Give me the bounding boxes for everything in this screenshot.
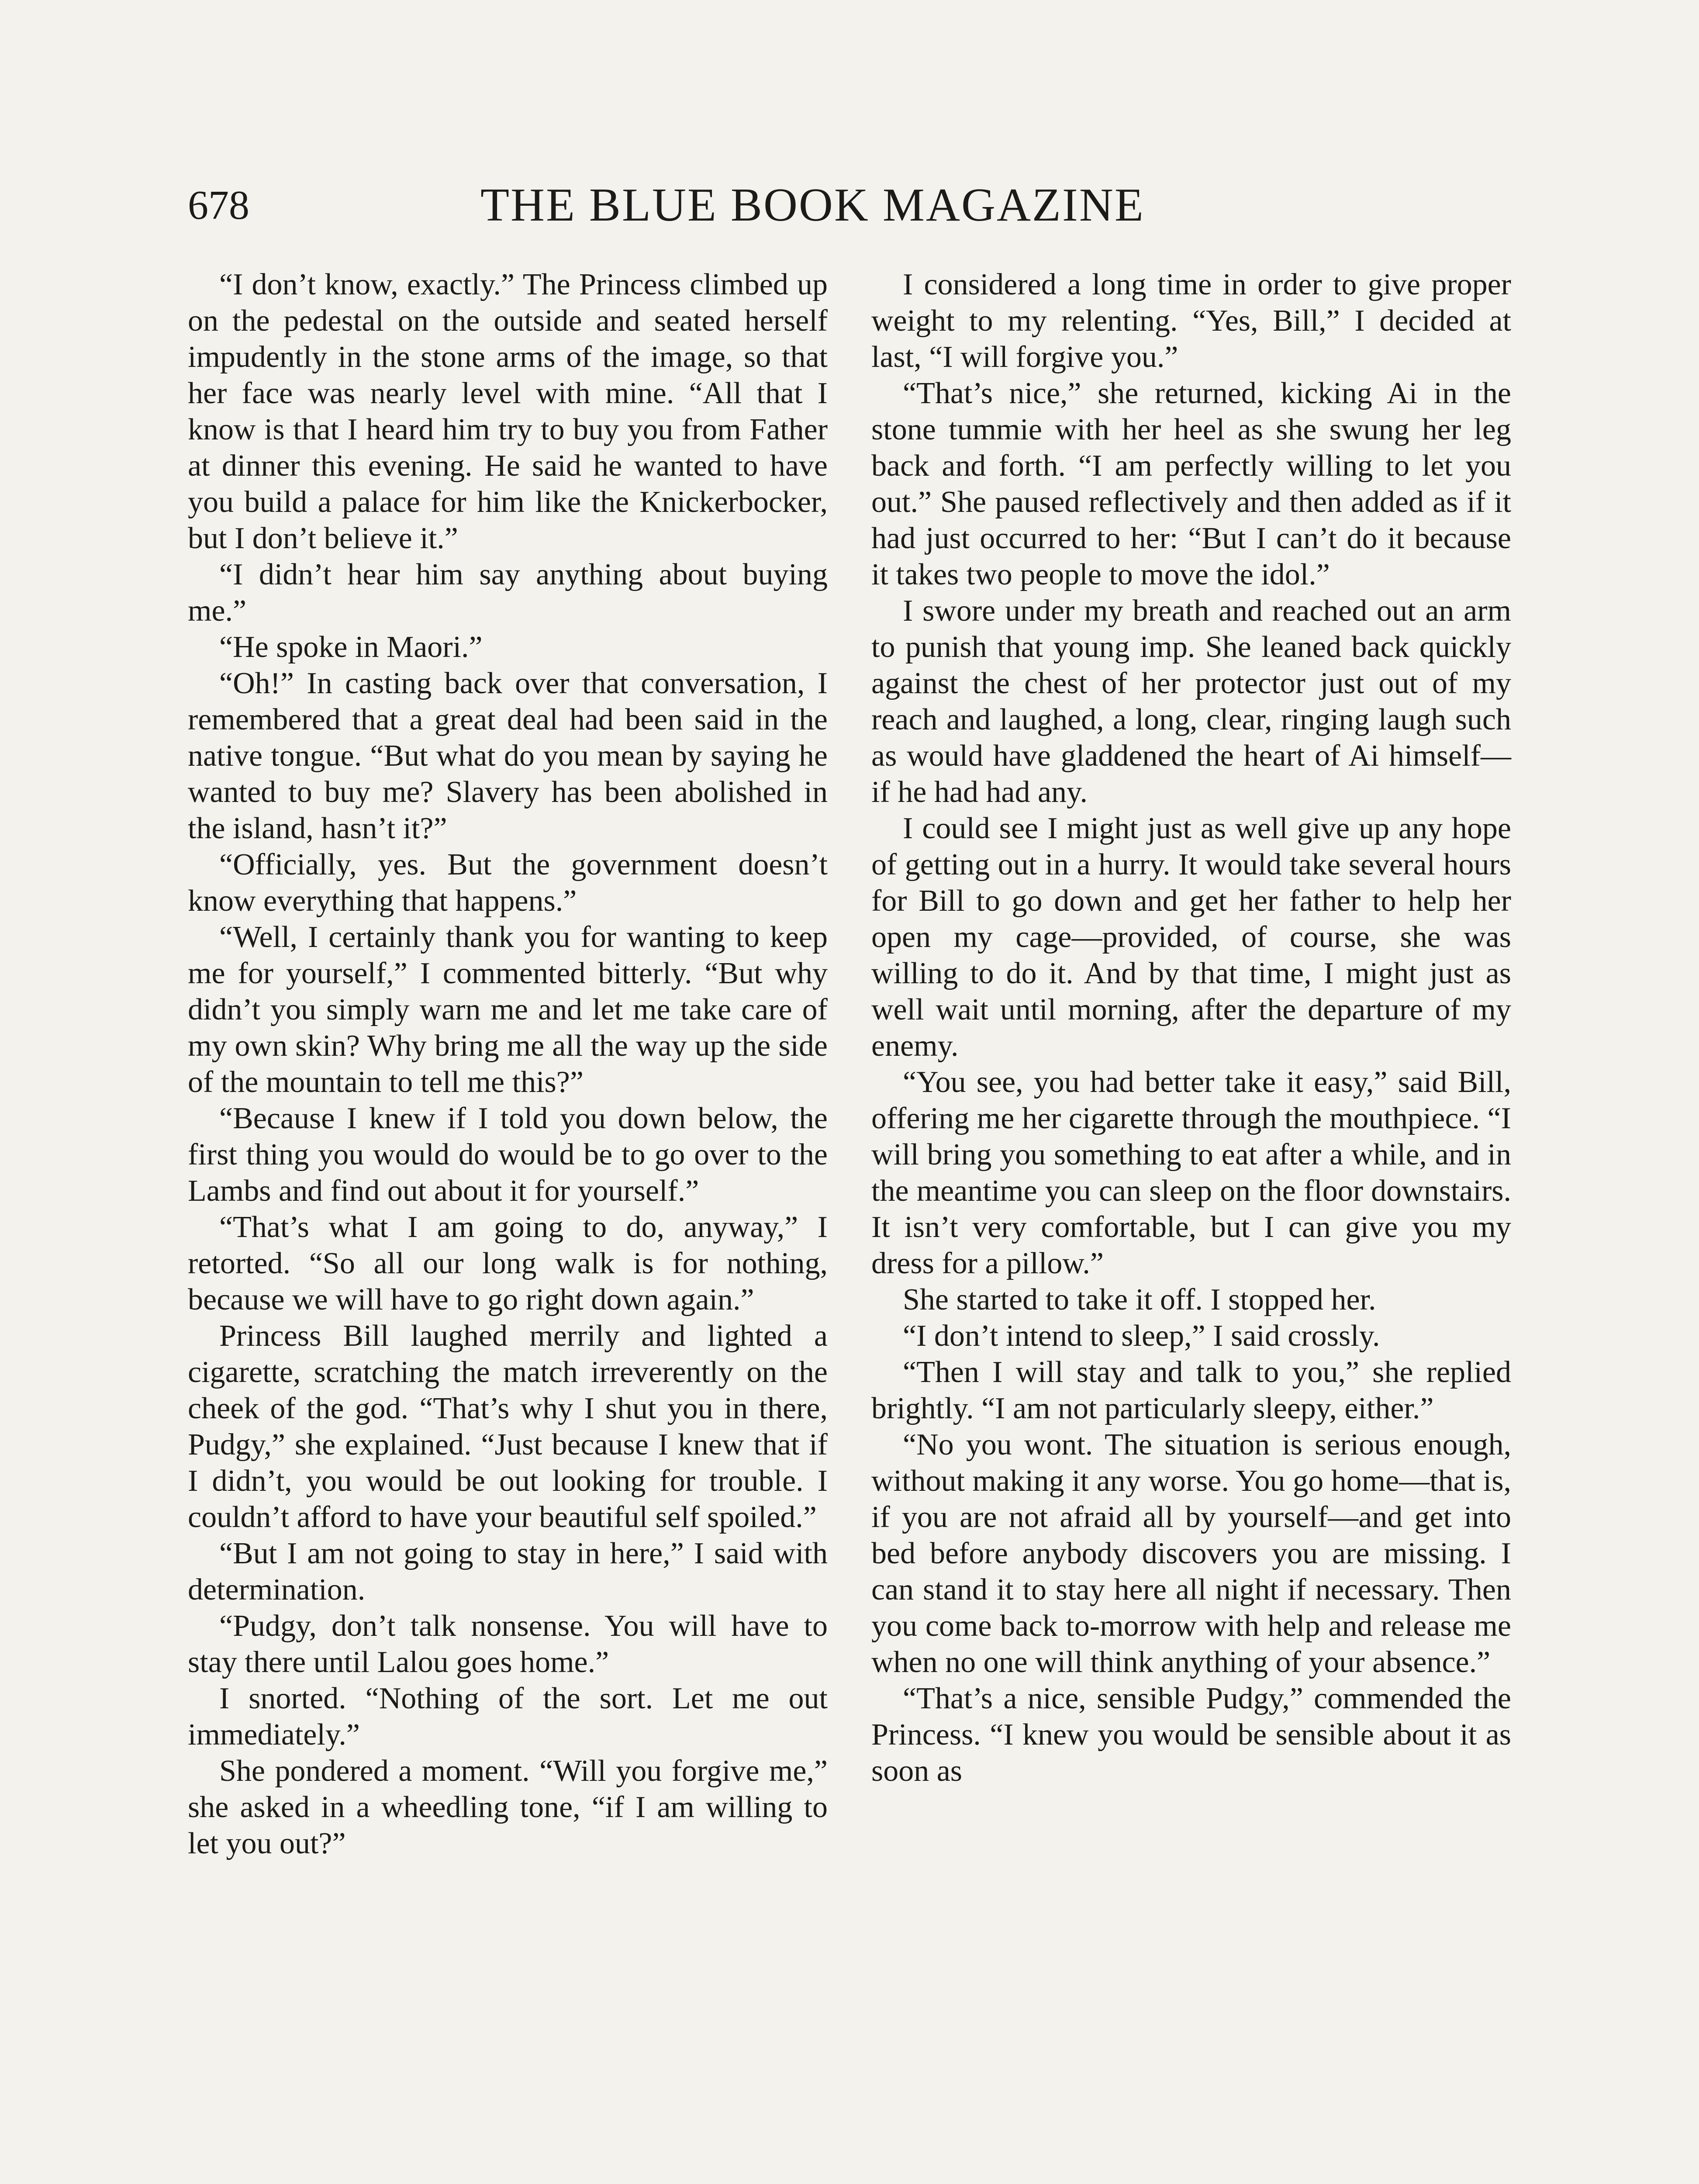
paragraph: “Then I will stay and talk to you,” she replied brightly. “I am not particularly sleepy, either.” bbox=[871, 1355, 1511, 1425]
paragraph: “That’s a nice, sensible Pudgy,” commended the Princess. “I knew you would be sensible about it as soon as bbox=[871, 1682, 1511, 1788]
paragraph: She started to take it off. I stopped her. bbox=[903, 1283, 1376, 1317]
paragraph: I swore under my breath and reached out an arm to punish that young imp. She leaned back quickly against the chest of her protector just out of my reach and laughed, a long, clear, ringing laugh such as would have gladdened the heart of Ai himself—if he had had any. bbox=[871, 594, 1511, 809]
paragraph: “You see, you had better take it easy,” said Bill, offering me her cigarette through the mouthpiece. “I will bring you something to eat after a while, and in the meantime you can sleep on the floor downstairs. It isn’t very comfortable, but I can give you my dress for a pillow.” bbox=[871, 1065, 1511, 1280]
paragraph: Princess Bill laughed merrily and lighted a cigarette, scratching the match irreverently on the cheek of the god. “That’s why I shut you in there, Pudgy,” she explained. “Just because I knew that if I didn’t, you would be out looking for trouble. I couldn’t afford to have your beautiful self spoiled.” bbox=[188, 1319, 828, 1534]
left-column bbox=[188, 266, 828, 1862]
paragraph: “No you wont. The situation is serious enough, without making it any worse. You go home—that is, if you are not afraid all by yourself—and get into bed before anybody discovers you are missing. I can stand it to stay here all night if necessary. Then you come back to-morrow with help and release me when no one will think anything of your absence.” bbox=[871, 1428, 1511, 1679]
paragraph: “That’s nice,” she returned, kicking Ai in the stone tummie with her heel as she swung her leg back and forth. “I am perfectly willing to let you out.” She paused reflectively and then added as if it had just occurred to her: “But I can’t do it because it takes two people to move the idol.” bbox=[871, 377, 1511, 591]
page-number: 678 bbox=[188, 183, 249, 228]
paragraph: She pondered a moment. “Will you forgive me,” she asked in a wheedling tone, “if I am willing to let you out?” bbox=[188, 1754, 828, 1860]
paragraph: “I don’t intend to sleep,” I said crossly. bbox=[903, 1319, 1380, 1353]
paragraph: “But I am not going to stay in here,” I said with determination. bbox=[188, 1537, 828, 1607]
paragraph: “Because I knew if I told you down below, the first thing you would do would be to go over to the Lambs and find out about it for yourself.” bbox=[188, 1102, 828, 1208]
paragraph: I could see I might just as well give up any hope of getting out in a hurry. It would take several hours for Bill to go down and get her father to help her open my cage—provided, of course, she was willing to do it. And by that time, I might just as well wait until morning, after the departure of my enemy. bbox=[871, 812, 1511, 1063]
paragraph: I considered a long time in order to give proper weight to my relenting. “Yes, Bill,” I decided at last, “I will forgive you.” bbox=[871, 268, 1511, 374]
paragraph: “That’s what I am going to do, anyway,” I retorted. “So all our long walk is for nothing, because we will have to go right down again.” bbox=[188, 1210, 828, 1317]
paragraph: “He spoke in Maori.” bbox=[219, 630, 483, 664]
paragraph: “Officially, yes. But the government doesn’t know everything that happens.” bbox=[188, 848, 828, 918]
paragraph: “Well, I certainly thank you for wanting to keep me for yourself,” I commented bitterly. “But why didn’t you simply warn me and let me take care of my own skin? Why bring me all the way up the side of the mountain to tell me this?” bbox=[188, 920, 828, 1099]
paragraph: “Pudgy, don’t talk nonsense. You will have to stay there until Lalou goes home.” bbox=[188, 1609, 828, 1679]
paragraph: I snorted. “Nothing of the sort. Let me out immediately.” bbox=[188, 1682, 828, 1752]
right-column bbox=[871, 266, 1511, 1789]
paragraph: “Oh!” In casting back over that conversation, I remembered that a great deal had been said in the native tongue. “But what do you mean by saying he wanted to buy me? Slavery has been abolished in the island, hasn’t it?” bbox=[188, 667, 828, 845]
running-title: THE BLUE BOOK MAGAZINE bbox=[480, 179, 1145, 231]
paragraph: “I don’t know, exactly.” The Princess climbed up on the pedestal on the outside and seated herself impudently in the stone arms of the image, so that her face was nearly level with mine. “All that I know is that I heard him try to buy you from Father at dinner this evening. He said he wanted to have you build a palace for him like the Knickerbocker, but I don’t believe it.” bbox=[188, 268, 828, 555]
page-header bbox=[188, 173, 1219, 238]
paragraph: “I didn’t hear him say anything about buying me.” bbox=[188, 558, 828, 628]
